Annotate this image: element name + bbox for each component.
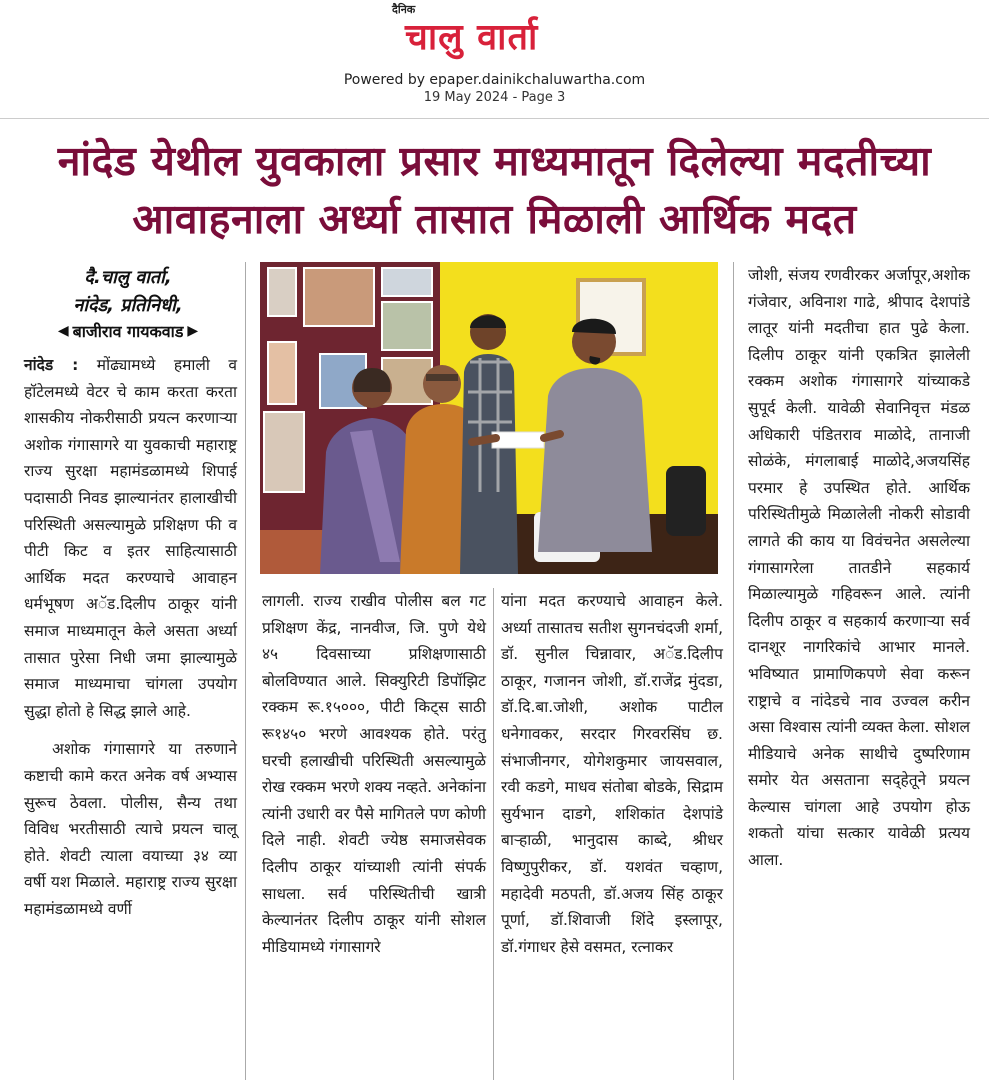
reporter-name-bar (26, 318, 230, 344)
news-photo-illustration (260, 262, 718, 574)
masthead-divider (0, 118, 989, 119)
article-column-2: लागली. राज्य राखीव पोलीस बल गट प्रशिक्षण केंद्र, नानवीज, जि. पुणे येथे ४५ दिवसाच्या प्रशिक्षणासाठी बोलविण्यात आले. सिक्युरिटी डिपॉझिट रक्कम रू.१५०००, पीटी किट्स साठी रू१४५० भरणे आवश्यक होते. परंतु घरची हलाखीची परिस्थिती असल्यामुळे रोख रक्कम भरणे शक्य नव्हते. अनेकांना त्यांनी उधारी वर पैसे मागितले पण कोणी दिले नाही. शेवटी ज्येष्ठ समाजसेवक दिलीप ठाकूर यांच्याशी त्यांनी संपर्क साधला. सर्व परिस्थितीची खात्री केल्यानंतर दिलीप ठाकूर यांनी सोशल मीडियामध्ये गंगासागरे (262, 592, 486, 956)
article-column-1 (24, 352, 237, 922)
masthead (0, 0, 989, 112)
byline (30, 264, 226, 320)
headline-line-1: नांदेड येथील युवकाला प्रसार माध्यमातून दिलेल्या मदतीच्या (57, 137, 932, 185)
newspaper-logo: चालु वार्ता (405, 17, 539, 58)
news-photo (260, 262, 718, 574)
powered-by-text: Powered by epaper.dainikchaluwartha.com (343, 72, 646, 88)
article-column-4: जोशी, संजय रणवीरकर अर्जापूर,अशोक गंजेवार, अविनाश गाढे, श्रीपाद देशपांडे लातूर यांनी मदतीचा हात पुढे केला. दिलीप ठाकूर यांनी एकत्रित झालेली रक्कम अशोक गंगासागरे यांच्याकडे सुपूर्द केली. यावेळी सेवानिवृत्त मंडळ अधिकारी पंडितराव माळोदे, तानाजी सोळंके, मंगलाबाई माळोदे,अजयसिंह परमार हे उपस्थित होते. आर्थिक परिस्थितीमुळे मिळालेली नोकरी सोडावी लागते की काय या विवंचनेत असलेल्या गंगासागरेला तातडीने सहकार्य मिळाल्यामुळे गहिवरून आले. त्यांनी दिलीप ठाकूर व सहकार्य करणाऱ्या सर्व दानशूर नागरिकांचे आभार मानले. भविष्यात प्रामाणिकपणे सेवा करून राष्ट्राचे व नांदेडचे नाव उज्वल करीन असा विश्वास त्यांनी व्यक्त केला. सोशल मीडियाचे अनेक साथीचे दुष्परिणाम समोर येत असताना सद्हेतूने प्रयत्न केल्यास चांगला आहे उपयोग होऊ शकतो यांचा सत्कार यावेळी प्रत्यय आला. (748, 266, 970, 870)
column-1-paragraph-1: मोंढ्यामध्ये हमाली व हॉटेलमध्ये वेटर चे काम करता करता शासकीय नोकरीसाठी प्रयत्न करणाऱ्या अशोक गंगासागरे या युवकाची महाराष्ट्र राज्य सुरक्षा महामंडळामध्ये शिपाई पदासाठी निवड झाल्यानंतर हालाखीची परिस्थिती असल्यामुळे प्रशिक्षण फी व पीटी किट व इतर साहित्यासाठी आर्थिक मदत करण्याचे आवाहन धर्मभूषण अॅड.दिलीप ठाकूर यांनी समाज माध्यमातून केले असता अर्ध्या तासात पुरेसा निधी जमा झाल्यामुळे समाज माध्यमाचा चांगला उपयोग सुद्धा होतो हे सिद्ध झाले आहे. (24, 356, 237, 720)
column-divider (245, 262, 246, 1080)
headline-line-2: आवाहनाला अर्ध्या तासात मिळाली आर्थिक मदत (132, 195, 857, 243)
triangle-left-icon: ◀ (57, 323, 69, 339)
article-column-3: यांना मदत करण्याचे आवाहन केले. अर्ध्या तासातच सतीश सुगनचंदजी शर्मा, डॉ. सुनील चिन्नावार, अॅड.दिलीप ठाकूर, गजानन जोशी, डॉ.राजेंद्र मुंदडा, डॉ.दि.बा.जोशी, अशोक पाटील धनेगावकर, सरदार गिरवरसिंघ छ. संभाजीनगर, योगेशकुमार जायसवाल, रवी कडगे, माधव संतोबा बोडके, सिद्राम सुर्यभान दाडगे, शशिकांत देशपांडे बाऱ्हाळी, भानुदास काब्दे, श्रीधर विष्णुपुरीकर, डॉ. यशवंत चव्हाण, महादेवी मठपती, डॉ.अजय सिंह ठाकूर पूर्णा, डॉ.शिवाजी शिंदे इस्लापूर, डॉ.गंगाधर हेसे वसमत, रत्नाकर (501, 592, 723, 956)
dateline: नांदेड : (24, 356, 79, 374)
byline-source: दै.चालु वार्ता, (84, 267, 172, 288)
column-divider (493, 588, 494, 1080)
reporter-name: बाजीराव गायकवाड (72, 322, 184, 341)
column-1-paragraph-2: अशोक गंगासागरे या तरुणाने कष्टाची कामे करत अनेक वर्ष अभ्यास सुरूच ठेवला. पोलीस, सैन्य तथा विविध भरतीसाठी त्याचे प्रयत्न चालू होते. शेवटी त्याला वयाच्या ३४ व्या वर्षी यश मिळाले. महाराष्ट्र राज्य सुरक्षा महामंडळामध्ये वर्णी (24, 740, 237, 918)
triangle-right-icon: ▶ (187, 323, 199, 339)
byline-place: नांदेड, प्रतिनिधी, (73, 295, 183, 316)
page-date-info: 19 May 2024 - Page 3 (423, 90, 566, 105)
column-divider (733, 262, 734, 1080)
masthead-daily-label: दैनिक (392, 3, 416, 16)
